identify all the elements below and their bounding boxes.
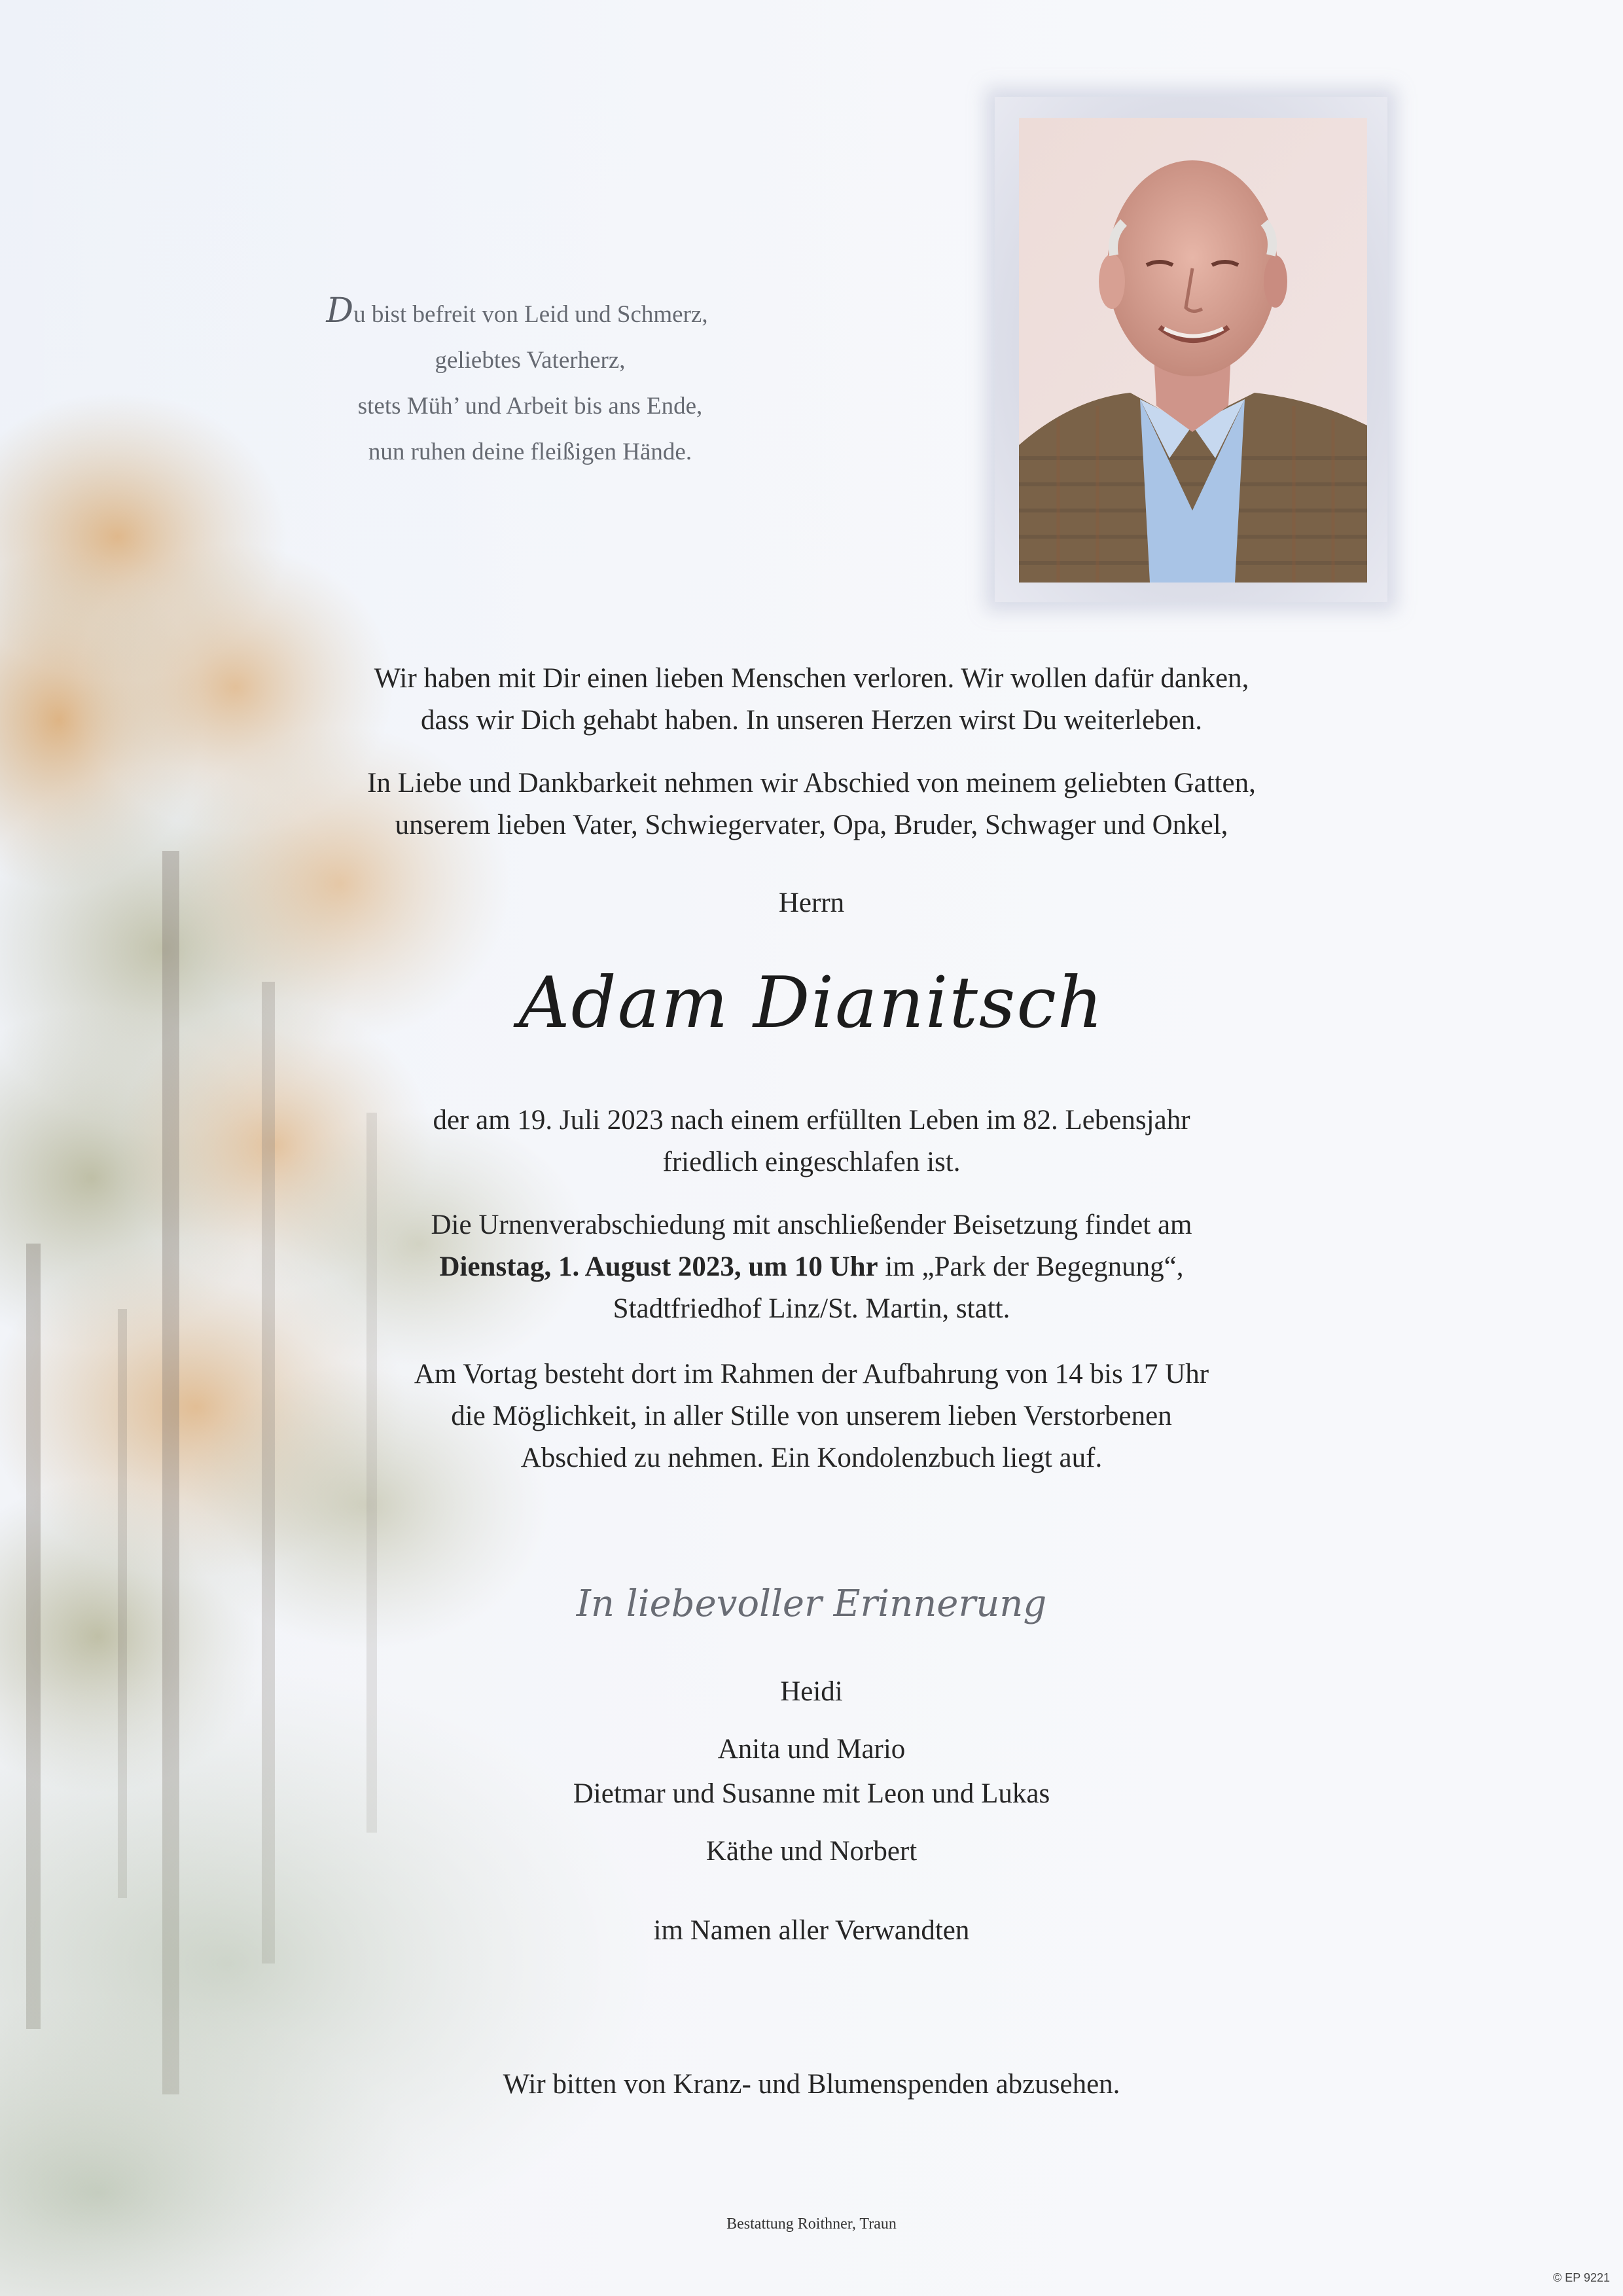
farewell-paragraph (196, 762, 1427, 846)
farewell-line-2: unserem lieben Vater, Schwiegervater, Opa, Bruder, Schwager und Onkel, (395, 810, 1228, 840)
poem-line-4: nun ruhen deine fleißigen Hände. (368, 439, 692, 465)
viewing-line-3: Abschied zu nehmen. Ein Kondolenzbuch liegt auf. (520, 1443, 1103, 1473)
undertaker-credit: Bestattung Roithner, Traun (726, 2215, 897, 2233)
farewell-line-1: In Liebe und Dankbarkeit nehmen wir Abschied von meinem geliebten Gatten, (367, 768, 1256, 798)
ceremony-paragraph (196, 1204, 1427, 1330)
family-member-heidi: Heidi (780, 1676, 843, 1707)
template-code: © EP 9221 (1553, 2271, 1610, 2284)
deceased-name: Adam Dianitsch (518, 962, 1105, 1044)
flowers-note: Wir bitten von Kranz- und Blumenspenden abzusehen. (503, 2069, 1120, 2100)
portrait-photo (1019, 118, 1367, 583)
poem-initial: D (326, 291, 354, 331)
viewing-line-2: die Möglichkeit, in aller Stille von unserem lieben Verstorbenen (451, 1401, 1172, 1431)
poem-line-1-text: u bist befreit von Leid und Schmerz, (353, 301, 708, 328)
remembrance-heading: In liebevoller Erinnerung (576, 1583, 1047, 1625)
viewing-paragraph (196, 1354, 1427, 1479)
intro-paragraph (196, 658, 1427, 742)
intro-line-2: dass wir Dich gehabt haben. In unseren Herzen wirst Du weiterleben. (420, 705, 1203, 736)
ceremony-location: im „Park der Begegnung“, (878, 1251, 1184, 1282)
poem-line-2: geliebtes Vaterherz, (435, 347, 626, 374)
death-paragraph (196, 1100, 1427, 1183)
ceremony-line-3: Stadtfriedhof Linz/St. Martin, statt. (613, 1293, 1010, 1324)
ceremony-date: Dienstag, 1. August 2023, um 10 Uhr (439, 1251, 878, 1282)
intro-line-1: Wir haben mit Dir einen lieben Menschen verloren. Wir wollen dafür danken, (374, 663, 1249, 694)
family-member-anita: Anita und Mario (717, 1734, 906, 1765)
portrait-photo-icon (1019, 118, 1367, 583)
family-member-dietmar: Dietmar und Susanne mit Leon und Lukas (573, 1778, 1050, 1809)
ceremony-line-1: Die Urnenverabschiedung mit anschließender Beisetzung findet am (431, 1210, 1192, 1240)
poem-line-1 (249, 288, 812, 338)
poem (249, 288, 812, 475)
death-line-2: friedlich eingeschlafen ist. (662, 1147, 961, 1177)
poem-line-3: stets Müh’ und Arbeit bis ans Ende, (357, 393, 703, 420)
ceremony-line-2 (196, 1246, 1427, 1288)
death-line-1: der am 19. Juli 2023 nach einem erfüllten Leben im 82. Lebensjahr (433, 1105, 1190, 1136)
viewing-line-1: Am Vortag besteht dort im Rahmen der Aufbahrung von 14 bis 17 Uhr (414, 1359, 1209, 1390)
family-relatives: im Namen aller Verwandten (653, 1915, 970, 1946)
salutation: Herrn (778, 888, 845, 918)
family-member-kathe: Käthe und Norbert (705, 1836, 918, 1867)
